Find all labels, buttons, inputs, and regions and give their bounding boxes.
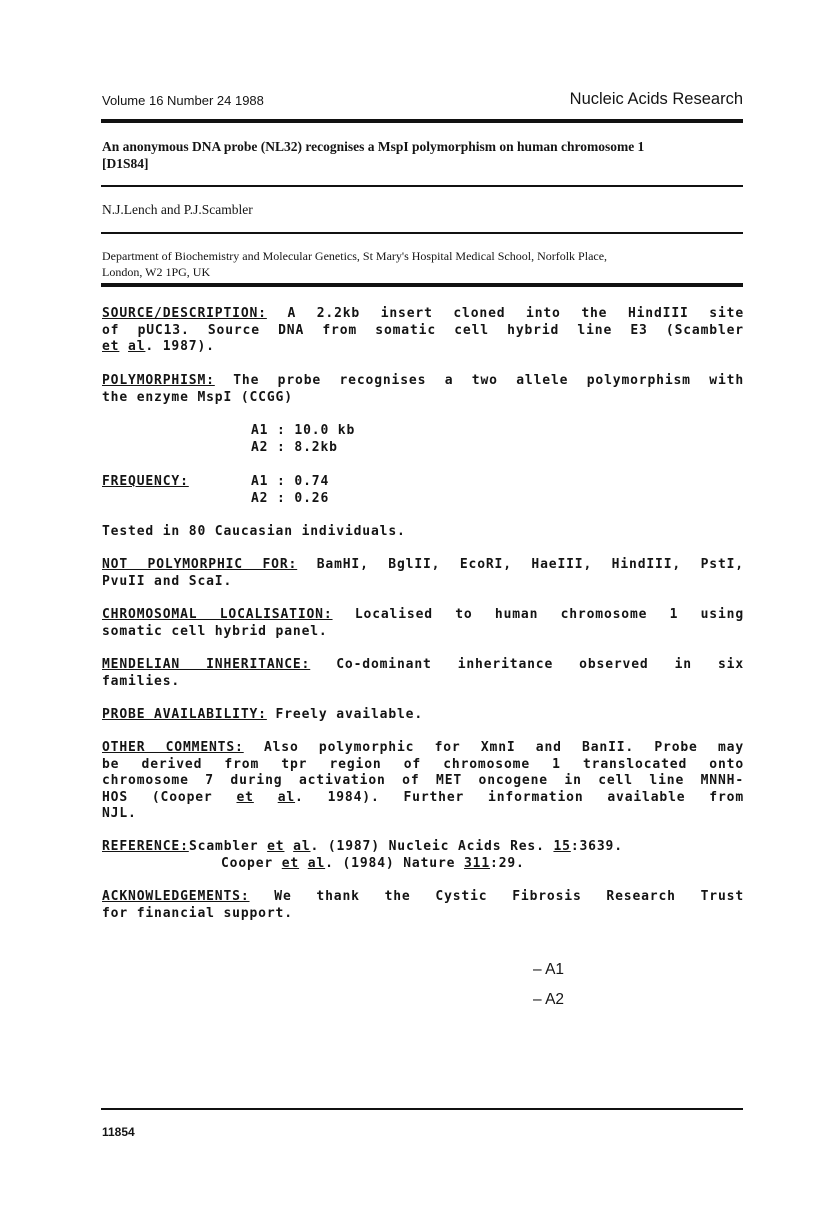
footer-rule bbox=[101, 1108, 743, 1110]
frequency-label: FREQUENCY: bbox=[102, 474, 189, 489]
tested-statement: Tested in 80 Caucasian individuals. bbox=[102, 524, 406, 539]
affiliation: Department of Biochemistry and Molecular Genetics, St Mary's Hospital Medical School, Norfolk Place, London, W2 1PG, UK bbox=[102, 249, 608, 279]
mendelian-label: MENDELIAN INHERITANCE: bbox=[102, 657, 311, 672]
other-comments-label: OTHER COMMENTS: bbox=[102, 740, 244, 755]
source-description-section: SOURCE/DESCRIPTION: A 2.2kb insert cloned into the HindIII site of pUC13. Source DNA from somatic cell hybrid line E3 (Scambler et al. 1987). bbox=[102, 306, 744, 354]
band-label-a1: – A1 bbox=[533, 961, 565, 978]
authors-rule bbox=[101, 232, 743, 234]
acknowledgements-section: ACKNOWLEDGEMENTS: We thank the Cystic Fibrosis Research Trust for financial support. bbox=[102, 889, 744, 921]
not-polymorphic-label: NOT POLYMORPHIC FOR: bbox=[102, 557, 298, 572]
chromosomal-label: CHROMOSOMAL LOCALISATION: bbox=[102, 607, 333, 622]
title-rule bbox=[101, 185, 743, 187]
other-comments-section: OTHER COMMENTS: Also polymorphic for XmnI and BanII. Probe may be derived from tpr region of chromosome 1 translocated onto chromosome 7 during activation of MET oncogene in cell line MNNH- HOS (Cooper et al. 1984). Further information available from NJL. bbox=[102, 740, 744, 821]
allele-size-table: A1 : 10.0 kb A2 : 8.2kb bbox=[251, 423, 356, 455]
mendelian-inheritance-section: MENDELIAN INHERITANCE: Co-dominant inheritance observed in six families. bbox=[102, 657, 744, 689]
acknowledgements-label: ACKNOWLEDGEMENTS: bbox=[102, 889, 250, 904]
journal-name: Nucleic Acids Research bbox=[569, 90, 743, 108]
volume-info: Volume 16 Number 24 1988 bbox=[102, 93, 264, 108]
header-rule bbox=[101, 119, 743, 123]
frequency-table: A1 : 0.74 A2 : 0.26 bbox=[251, 474, 330, 506]
probe-label: PROBE AVAILABILITY: bbox=[102, 707, 267, 722]
authors: N.J.Lench and P.J.Scambler bbox=[102, 202, 253, 217]
reference-1: Scambler et al. (1987) Nucleic Acids Res. 15:3639. bbox=[189, 839, 623, 854]
source-label: SOURCE/DESCRIPTION: bbox=[102, 306, 267, 321]
affiliation-rule bbox=[101, 283, 743, 287]
article-title: An anonymous DNA probe (NL32) recognises a MspI polymorphism on human chromosome 1 [D1S84] bbox=[102, 139, 645, 171]
reference-2: Cooper et al. (1984) Nature 311:29. bbox=[221, 855, 525, 871]
probe-availability-section: PROBE AVAILABILITY: Freely available. bbox=[102, 707, 424, 722]
polymorphism-section: POLYMORPHISM: The probe recognises a two allele polymorphism with the enzyme MspI (CCGG) bbox=[102, 373, 744, 405]
band-label-a2: – A2 bbox=[533, 991, 565, 1008]
polymorphism-label: POLYMORPHISM: bbox=[102, 373, 215, 388]
chromosomal-localisation-section: CHROMOSOMAL LOCALISATION: Localised to human chromosome 1 using somatic cell hybrid panel. bbox=[102, 607, 744, 639]
not-polymorphic-section: NOT POLYMORPHIC FOR: BamHI, BglII, EcoRI, HaeIII, HindIII, PstI, PvuII and ScaI. bbox=[102, 557, 744, 589]
page-number: 11854 bbox=[102, 1125, 135, 1139]
reference-label: REFERENCE: bbox=[102, 839, 189, 854]
